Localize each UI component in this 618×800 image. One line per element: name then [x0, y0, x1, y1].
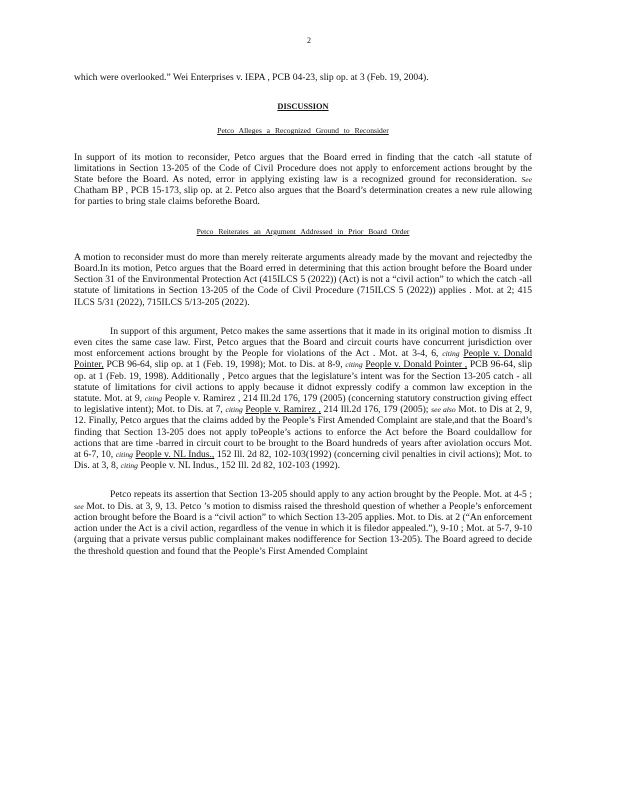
citation-signal: see also — [431, 405, 456, 415]
page-number: 2 — [307, 36, 311, 45]
document-body — [74, 72, 532, 557]
citation-signal: citing — [144, 394, 163, 404]
case-name: People v. Donald Pointer , — [365, 359, 468, 371]
text-segment: Chatham BP , PCB 15-173, slip op. at 2. Petco also argues that the Board’s determination creates a new rule allowing for parties to bring stale claims beforethe Board. — [74, 185, 532, 208]
case-name: People v. Donald Pointer, — [74, 348, 532, 371]
paragraph-motion-standard: A motion to reconsider must do more than merely reiterate arguments already made by the movant and rejectedby the Board.In its motion, Petco argues that the Board erred in determining that this action brought before the Board under Section 31 of the Environmental Protection Act (415ILCS 5 (2022)) (Act) is not a “civil action” to which the catch -all statute of limitations in Section 13-205 of the Code of Civil Procedure (715ILCS 5 (2022)) applies . Mot. at 2; 415 ILCS 5/31 (2022), 715ILCS 5/13-205 (2022). — [74, 251, 532, 308]
text-segment: In support of this argument, Petco makes the same assertions that it made in its original motion to dismiss .It even cites the same case law. First, Petco argues that the Board and circuit courts have concurrent jurisdiction over most enforcement actions brought by the People for violations of the Act . Mot. at 3-4, 6, — [74, 325, 532, 360]
text-segment: People v. Ramirez , 214 Ill.2d 176, 179 (2005) (concerning statutory construction giving effect to legislative intent); Mot. to Dis. at 7, — [74, 393, 532, 416]
citation-signal: citing — [225, 405, 243, 415]
paragraph-repeats-assertion — [74, 489, 532, 556]
text-segment: Mot. to Dis. at 3, 9, 13. Petco ’s motion to dismiss raised the threshold question of whether a People’s enforcement action brought before the Board is a “civil action” to which Section 13-205 applies. Mot. to Dis. at 2 (“An enforcement action under the Act is a civil action, regardless of the venue in which it is filedor appealed.”), 9-10 ; Mot. at 5-7, 9-10 (arguing that a private versus public complainant makes nodifference for Section 13-205). The Board agreed to decide the threshold question and found that the People’s First Amended Complaint — [74, 500, 532, 557]
text-segment: In support of its motion to reconsider, Petco argues that the Board erred in finding that the catch -all statute of limitations in Section 13-205 of the Code of Civil Procedure does not apply to enforcement actions brought by the State before the Board. As noted, error in applying existing law is a recognized ground for reconsideration. — [74, 151, 532, 186]
citation-signal: see — [74, 501, 84, 511]
paragraph-same-assertions — [74, 326, 532, 472]
case-name: People v. NL Indus., — [135, 449, 215, 461]
lead-paragraph: which were overlooked.” Wei Enterprises v. IEPA , PCB 04-23, slip op. at 3 (Feb. 19, 2004). — [74, 72, 429, 83]
text-segment: PCB 96-64, slip op. at 1 (Feb. 19, 1998); Mot. to Dis. at 8-9, — [106, 359, 343, 371]
section-heading-recognized-ground: Petco Alleges a Recognized Ground to Reconsider — [217, 126, 389, 136]
text-segment: People v. NL Indus., 152 Ill. 2d 82, 102-103 (1992). — [140, 460, 341, 472]
paragraph-reconsider-support — [74, 152, 532, 208]
citation-signal: citing — [442, 349, 460, 359]
text-segment: 214 Ill.2d 176, 179 (2005); — [323, 404, 429, 416]
text-segment: PCB 96-64, slip op. at 1 (Feb. 19, 1998). Additionally , Petco argues that the legislature’s intent was for the Section 13-205 catch - all statute of limitations for civil actions to apply because it didnot expressly codify a common law exception in the statute. Mot. at 9, — [74, 359, 533, 405]
text-segment: Petco repeats its assertion that Section 13-205 should apply to any action brought by the People. Mot. at 4-5 ; — [110, 489, 532, 501]
citation-signal: citing — [115, 450, 133, 460]
citation-signal: citing — [120, 461, 138, 471]
text-segment: 152 Ill. 2d 82, 102-103(1992) (concerning civil penalties in civil actions); Mot. to Dis. at 3, 8, — [74, 449, 532, 472]
section-heading-reiterates-argument: Petco Reiterates an Argument Addressed in Prior Board Order — [196, 226, 410, 236]
discussion-heading: DISCUSSION — [277, 102, 329, 112]
citation-signal: See — [521, 175, 532, 185]
case-name: People v. Ramirez , — [245, 404, 321, 416]
citation-signal: citing — [345, 360, 363, 370]
text-segment: Mot. to Dis at 2, 9, 12. Finally, Petco argues that the claims added by the People’s First Amended Complaint are stale,and that the Board’s finding that Section 13-205 does not apply toPeople’s actions to enforce the Act before the Board couldallow for actions that are time -barred in circuit court to be brought to the Board hundreds of years after aviolation occurs Mot. at 6-7, 10, — [74, 404, 533, 461]
